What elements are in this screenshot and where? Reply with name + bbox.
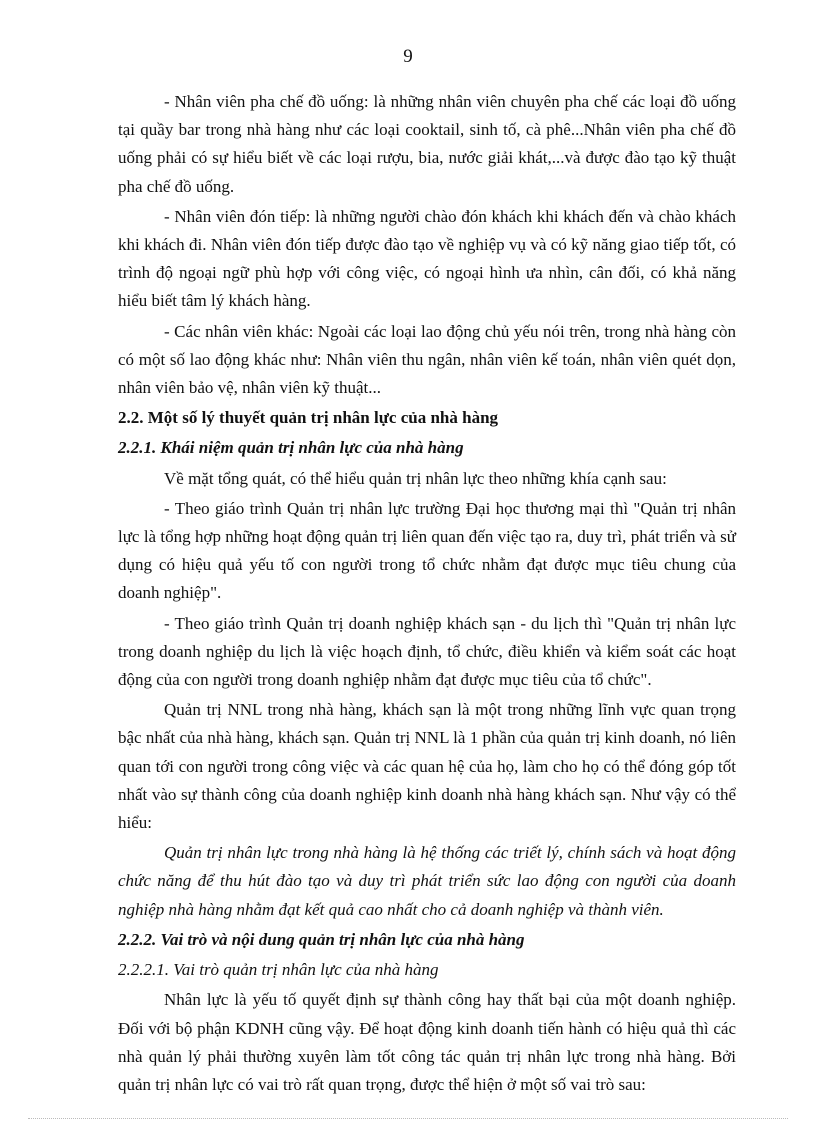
document-body	[118, 88, 736, 1101]
section-heading-2-2-2-1: 2.2.2.1. Vai trò quản trị nhân lực của nhà hàng	[118, 960, 439, 980]
paragraph-hr-importance: Quản trị NNL trong nhà hàng, khách sạn là một trong những lĩnh vực quan trọng bậc nhất của nhà hàng, khách sạn. Quản trị NNL là 1 phần của quản trị kinh doanh, nó liên quan tới con người trong công việc và các quan hệ của họ, làm cho họ có thể đóng góp tốt nhất vào sự thành công của doanh nghiệp kinh doanh nhà hàng khách sạn. Như vậy có thể hiểu:	[118, 700, 736, 833]
paragraph-receptionist: - Nhân viên đón tiếp: là những người chào đón khách khi khách đến và chào khách khi khách đi. Nhân viên đón tiếp được đào tạo về nghiệp vụ và có kỹ năng giao tiếp tốt, có trình độ ngoại ngữ phù hợp với công việc, có ngoại hình ưa nhìn, cân đối, có khả năng hiểu biết tâm lý khách hàng.	[118, 206, 736, 311]
section-heading-2-2-2: 2.2.2. Vai trò và nội dung quản trị nhân lực của nhà hàng	[118, 929, 525, 949]
paragraph-overview: Về mặt tổng quát, có thể hiểu quản trị nhân lực theo những khía cạnh sau:	[164, 468, 667, 488]
paragraph-hr-definition: Quản trị nhân lực trong nhà hàng là hệ thống các triết lý, chính sách và hoạt động chức năng để thu hút đào tạo và duy trì phát triển sức lao động con người của doanh nghiệp nhà hàng nhằm đạt kết quả cao nhất cho cả doanh nghiệp và thành viên.	[118, 843, 736, 919]
section-heading-2-2: 2.2. Một số lý thuyết quản trị nhân lực của nhà hàng	[118, 408, 499, 428]
paragraph-hr-role: Nhân lực là yếu tố quyết định sự thành công hay thất bại của một doanh nghiệp. Đối với bộ phận KDNH cũng vậy. Để hoạt động kinh doanh tiến hành có hiệu quả thì các nhà quản lý phải thường xuyên làm tốt công tác quản trị nhân lực trong nhà hàng. Bởi quản trị nhân lực có vai trò rất quan trọng, được thể hiện ở một số vai trò sau:	[118, 990, 736, 1094]
paragraph-other-staff: - Các nhân viên khác: Ngoài các loại lao động chủ yếu nói trên, trong nhà hàng còn có một số lao động khác như: Nhân viên thu ngân, nhân viên kế toán, nhân viên quét dọn, nhân viên bảo vệ, nhân viên kỹ thuật...	[118, 321, 736, 398]
page-bottom-divider	[28, 1118, 788, 1119]
paragraph-definition-tourism: - Theo giáo trình Quản trị doanh nghiệp khách sạn - du lịch thì "Quản trị nhân lực trong doanh nghiệp du lịch là việc hoạch định, tổ chức, điều khiển và kiểm soát các hoạt động của con người trong doanh nghiệp nhằm đạt được mục tiêu của tổ chức".	[118, 613, 736, 690]
section-heading-2-2-1: 2.2.1. Khái niệm quản trị nhân lực của nhà hàng	[118, 438, 464, 458]
page-number: 9	[403, 46, 413, 67]
paragraph-bartender: - Nhân viên pha chế đồ uống: là những nhân viên chuyên pha chế các loại đồ uống tại quầy bar trong nhà hàng như các loại cooktail, sinh tố, cà phê...Nhân viên pha chế đồ uống phải có sự hiểu biết về các loại rượu, bia, nước giải khát,...và được đào tạo kỹ thuật pha chế đồ uống.	[118, 92, 736, 196]
paragraph-definition-commerce: - Theo giáo trình Quản trị nhân lực trường Đại học thương mại thì "Quản trị nhân lực là tổng hợp những hoạt động quản trị liên quan đến việc tạo ra, duy trì, phát triển và sử dụng có hiệu quả yếu tố con người trong tổ chức nhằm đạt được mục tiêu chung của doanh nghiệp".	[118, 498, 736, 603]
